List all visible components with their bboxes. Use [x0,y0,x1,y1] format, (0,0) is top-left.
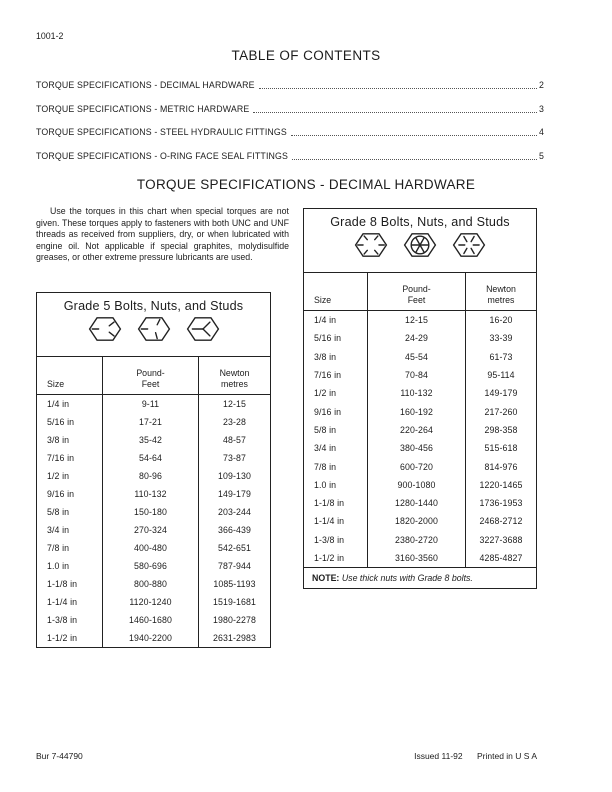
table-cell: 366-439 [199,521,271,539]
table-cell: 1.0 in [314,479,337,490]
table-cell: 1280-1440 [368,494,466,512]
table-cell: 217-260 [466,402,537,420]
table-cell: 1-1/8 in [47,579,78,589]
dot-leader [259,87,537,89]
table-row [37,539,271,557]
table-cell: 1085-1193 [199,575,271,593]
toc-entry [36,80,544,90]
table-cell: 149-179 [199,485,271,503]
hex-3-tick-marking-icon [88,316,122,342]
table-row [37,521,271,539]
table-cell: 580-696 [103,557,199,575]
table-cell: 3/4 in [47,525,70,535]
page-number-code: 1001-2 [36,31,64,41]
column-header-size: Size [37,357,103,395]
table-cell: 12-15 [368,311,466,330]
table-cell: 5/8 in [314,424,337,435]
toc-entry [36,104,544,114]
table-of-contents [36,80,544,174]
column-header-newton-metres: Newton metres [199,357,271,395]
note-label: NOTE: [312,573,340,584]
table-cell: 160-192 [368,402,466,420]
table-row [37,611,271,629]
table-cell: 70-84 [368,366,466,384]
table-cell: 298-358 [466,421,537,439]
table-cell: 1980-2278 [199,611,271,629]
table-cell: 2380-2720 [368,531,466,549]
grade8-table-title: Grade 8 Bolts, Nuts, and Studs [330,215,510,229]
table-cell: 1/4 in [47,399,70,409]
toc-entry-page: 5 [538,150,544,161]
table-cell: 1-1/2 in [314,553,345,563]
table-cell: 1-3/8 in [47,615,78,625]
table-cell: 1-3/8 in [314,534,345,545]
table-cell: 48-57 [199,431,271,449]
toc-entry [36,151,544,161]
table-cell: 7/16 in [47,453,75,463]
note-text: Use thick nuts with Grade 8 bolts. [341,573,473,584]
table-cell: 24-29 [368,329,466,347]
table-cell: 3160-3560 [368,549,466,568]
table-row [304,348,537,366]
table-cell: 3/4 in [314,443,337,454]
table-cell: 1220-1465 [466,476,537,494]
table-row [37,557,271,575]
table-cell: 1736-1953 [466,494,537,512]
dot-leader [253,111,537,113]
table-cell: 3/8 in [47,435,70,445]
table-row [304,512,537,530]
table-cell: 800-880 [103,575,199,593]
table-cell: 95-114 [466,366,537,384]
table-row [304,311,537,330]
table-cell: 23-28 [199,413,271,431]
table-row [304,549,537,568]
toc-entry-label: TORQUE SPECIFICATIONS - O-RING FACE SEAL FITTINGS [36,150,289,161]
table-row [37,395,271,414]
table-title-row [37,293,271,357]
table-cell: 203-244 [199,503,271,521]
table-cell: 4285-4827 [466,549,537,568]
toc-entry-label: TORQUE SPECIFICATIONS - STEEL HYDRAULIC FITTINGS [36,127,287,138]
dot-leader [291,134,537,136]
table-cell: 5/8 in [47,507,70,517]
table-row [304,366,537,384]
table-cell: 5/16 in [314,333,342,344]
table-cell: 73-87 [199,449,271,467]
column-header-row [37,357,271,395]
toc-entry-label: TORQUE SPECIFICATIONS - DECIMAL HARDWARE [36,80,255,90]
table-cell: 814-976 [466,457,537,475]
table-cell: 150-180 [103,503,199,521]
table-row [304,457,537,475]
table-cell: 1820-2000 [368,512,466,530]
table-cell: 542-651 [199,539,271,557]
table-cell: 54-64 [103,449,199,467]
table-row [37,575,271,593]
table-row [304,494,537,512]
grade5-torque-table [36,292,271,648]
table-row [37,413,271,431]
table-cell: 5/16 in [47,417,75,427]
table-cell: 900-1080 [368,476,466,494]
hex-6-corner-tick-marking-icon [354,232,388,258]
table-cell: 400-480 [103,539,199,557]
table-row [37,467,271,485]
table-cell: 1-1/4 in [47,597,78,607]
table-cell: 1.0 in [47,561,70,571]
hex-6-radial-dash-marking-icon [452,232,486,258]
table-cell: 380-456 [368,439,466,457]
table-cell: 2631-2983 [199,629,271,648]
table-row [304,384,537,402]
table-cell: 7/8 in [47,543,70,553]
table-cell: 16-20 [466,311,537,330]
toc-entry-page: 2 [538,80,544,90]
table-cell: 9-11 [103,395,199,414]
grade5-table-body [37,395,271,648]
table-cell: 2468-2712 [466,512,537,530]
table-cell: 33-39 [466,329,537,347]
table-cell: 270-324 [103,521,199,539]
column-header-pound-feet: Pound- Feet [103,357,199,395]
toc-entry-page: 3 [538,103,544,114]
table-row [304,402,537,420]
table-cell: 1/4 in [314,315,337,326]
footer-document-number: Bur 7-44790 [36,751,83,761]
table-cell: 1-1/2 in [47,633,78,643]
table-cell: 220-264 [368,421,466,439]
table-cell: 1519-1681 [199,593,271,611]
toc-title: TABLE OF CONTENTS [231,48,381,63]
toc-entry-label: TORQUE SPECIFICATIONS - METRIC HARDWARE [36,103,250,114]
table-cell: 1-1/8 in [314,498,345,509]
toc-entry-page: 4 [538,127,544,138]
section-title: TORQUE SPECIFICATIONS - DECIMAL HARDWARE [136,177,476,192]
column-header-row [304,273,537,311]
table-cell: 1940-2200 [103,629,199,648]
table-cell: 515-618 [466,439,537,457]
table-row [37,629,271,648]
footer-printed-in: Printed in U S A [476,751,537,761]
table-row [304,531,537,549]
column-header-size: Size [304,273,368,311]
table-cell: 1/2 in [47,471,70,481]
intro-paragraph: Use the torques in this chart when special torques are not given. These torques apply to fasteners with both UNC and UNF threads as received from suppliers, dry, or when lubricated with engine oil. Not applicable if special graphites, molydisulfide greases, or other extreme pressure lubricants are used. [36,206,289,263]
table-cell: 3227-3688 [466,531,537,549]
table-cell: 787-944 [199,557,271,575]
table-row [304,421,537,439]
table-cell: 110-132 [103,485,199,503]
table-row [304,329,537,347]
table-cell: 80-96 [103,467,199,485]
grade5-table-title: Grade 5 Bolts, Nuts, and Studs [63,299,244,313]
table-row [37,449,271,467]
grade8-table-body [304,311,537,568]
table-cell: 1-1/4 in [314,516,345,527]
table-cell: 1120-1240 [103,593,199,611]
table-cell: 3/8 in [314,351,337,362]
table-row [304,439,537,457]
table-cell: 61-73 [466,348,537,366]
table-cell: 1/2 in [314,388,337,399]
grade8-torque-table [303,208,537,589]
table-row [37,593,271,611]
note-row [304,568,537,589]
toc-entry [36,127,544,137]
table-cell: 600-720 [368,457,466,475]
table-cell: 9/16 in [314,406,342,417]
dot-leader [292,158,537,160]
grade8-bolt-head-markings [304,232,536,258]
table-cell: 45-54 [368,348,466,366]
table-row [37,431,271,449]
footer-issued-date: Issued 11-92 [414,751,463,761]
table-cell: 149-179 [466,384,537,402]
table-cell: 12-15 [199,395,271,414]
table-cell: 7/8 in [314,461,337,472]
table-title-row [304,209,537,273]
table-cell: 17-21 [103,413,199,431]
hex-circle-asterisk-marking-icon [403,232,437,258]
hex-y-marking-icon [186,316,220,342]
column-header-newton-metres: Newton metres [466,273,537,311]
table-row [37,503,271,521]
table-cell: 9/16 in [47,489,75,499]
table-cell: 7/16 in [314,370,342,381]
column-header-pound-feet: Pound- Feet [368,273,466,311]
hex-3-tick-marking-icon-alt [137,316,171,342]
table-cell: 110-132 [368,384,466,402]
table-cell: 35-42 [103,431,199,449]
footer-issue-info [414,751,537,761]
table-cell: 1460-1680 [103,611,199,629]
table-row [304,476,537,494]
grade5-bolt-head-markings [37,316,270,342]
table-cell: 109-130 [199,467,271,485]
table-row [37,485,271,503]
